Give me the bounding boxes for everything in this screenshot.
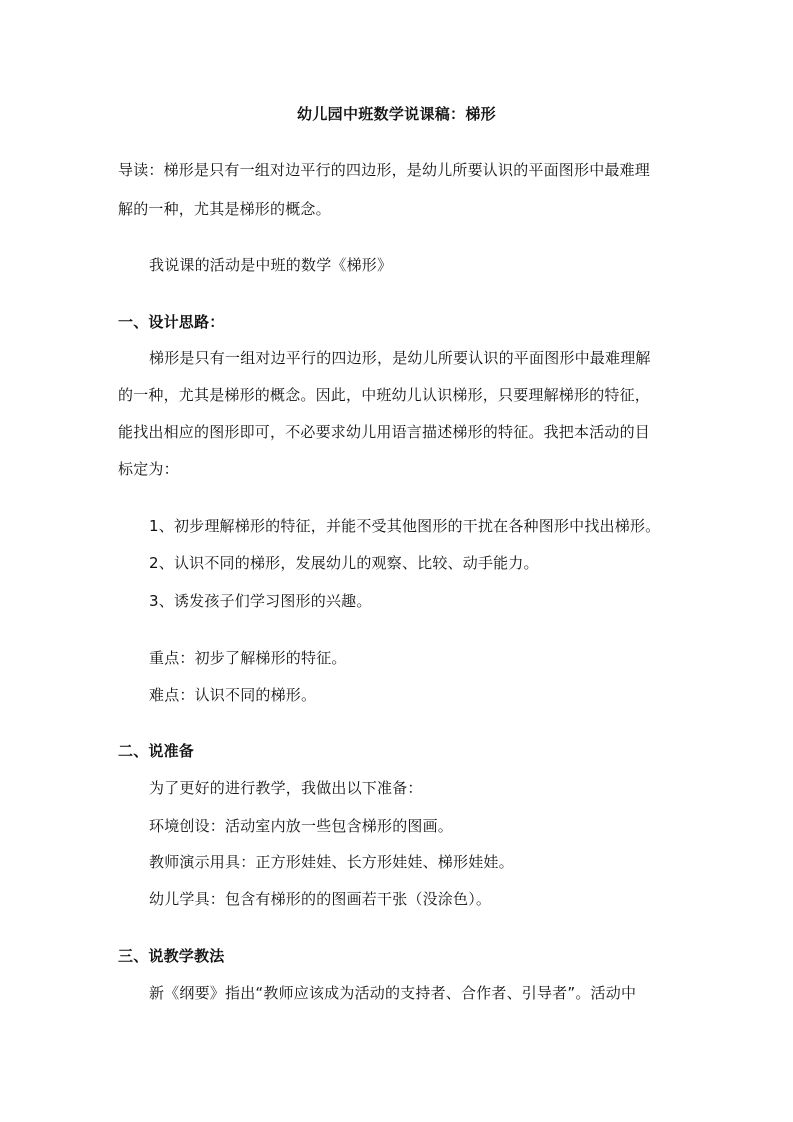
difficulty-line: 难点：认识不同的梯形。 <box>149 686 317 704</box>
section-1-paragraph-line: 的一种，尤其是梯形的概念。因此，中班幼儿认识梯形，只要理解梯形的特征， <box>118 386 651 404</box>
section-3-line: 新《纲要》指出“教师应该成为活动的支持者、合作者、引导者”。活动中 <box>149 984 637 1002</box>
section-1-paragraph-line: 标定为： <box>118 460 179 478</box>
goal-item: 2、认识不同的梯形，发展幼儿的观察、比较、动手能力。 <box>149 554 539 572</box>
section-1-heading: 一、设计思路： <box>118 313 225 331</box>
goal-item: 1、初步理解梯形的特征，并能不受其他图形的干扰在各种图形中找出梯形。 <box>149 517 661 535</box>
opening-line: 我说课的活动是中班的数学《梯形》 <box>149 256 393 274</box>
section-2-line: 环境创设：活动室内放一些包含梯形的图画。 <box>149 817 454 835</box>
intro-line-1: 导读：梯形是只有一组对边平行的四边形，是幼儿所要认识的平面图形中最难理 <box>118 161 651 179</box>
section-2-line: 教师演示用具：正方形娃娃、长方形娃娃、梯形娃娃。 <box>149 853 514 871</box>
key-point-line: 重点：初步了解梯形的特征。 <box>149 649 347 667</box>
section-3-heading: 三、说教学教法 <box>118 947 225 965</box>
section-2-line: 为了更好的进行教学，我做出以下准备： <box>149 779 423 797</box>
section-2-heading: 二、说准备 <box>118 742 195 760</box>
goal-item: 3、诱发孩子们学习图形的兴趣。 <box>149 592 372 610</box>
section-2-line: 幼儿学具：包含有梯形的的图画若干张（没涂色）。 <box>149 890 492 908</box>
section-1-paragraph-line: 能找出相应的图形即可，不必要求幼儿用语言描述梯形的特征。我把本活动的目 <box>118 423 651 441</box>
intro-line-2: 解的一种，尤其是梯形的概念。 <box>118 200 331 218</box>
page-title: 幼儿园中班数学说课稿：梯形 <box>297 105 496 123</box>
section-1-paragraph-line: 梯形是只有一组对边平行的四边形，是幼儿所要认识的平面图形中最难理解 <box>149 349 651 367</box>
